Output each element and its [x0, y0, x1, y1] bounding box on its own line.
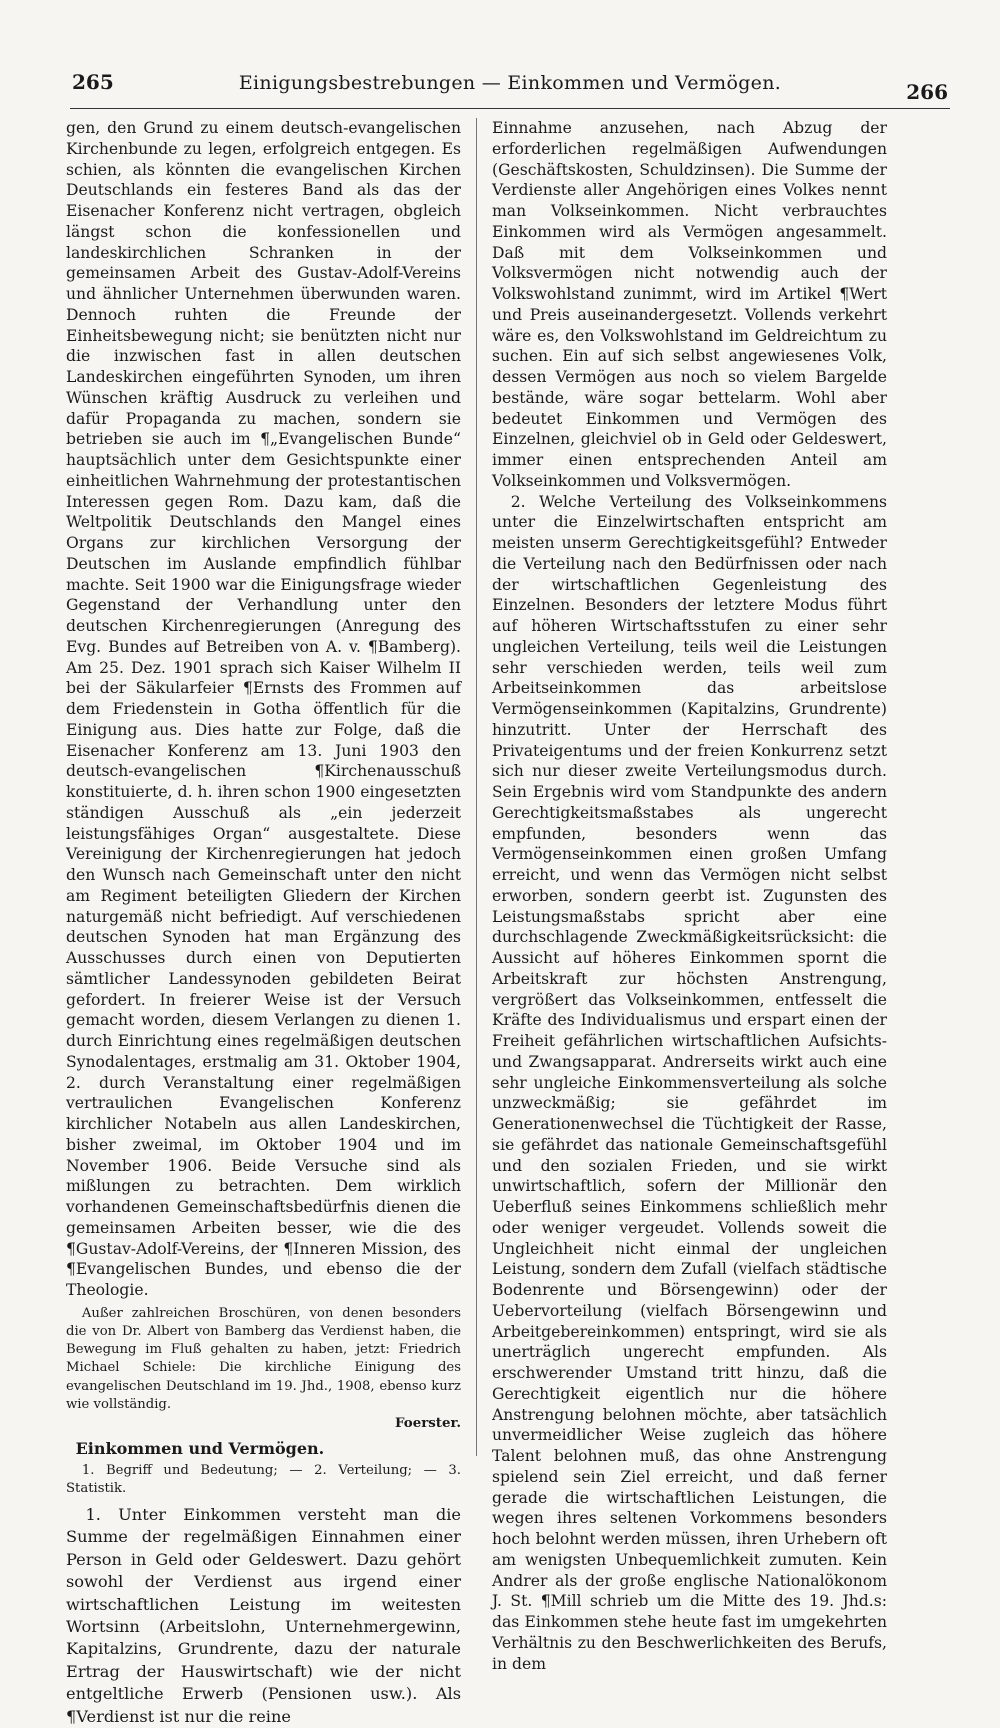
right-paragraph-1: Einnahme anzusehen, nach Abzug der erforderlichen regelmäßigen Aufwendungen (Geschäftskosten, Schuldzinsen). Die Summe der Verdienste aller Angehörigen eines Volkes nennt man Volkseinkommen. Nicht verbrauchtes Einkommen wird als Vermögen angesammelt. Daß mit dem Volkseinkommen und Volksvermögen nicht notwendig auch der Volkswohlstand zunimmt, wird im Artikel ¶Wert und Preis auseinandergesetzt. Vollends verkehrt wäre es, den Volkswohlstand im Geldreichtum zu suchen. Ein auf sich selbst angewiesenes Volk, dessen Vermögen aus noch so vielem Bargelde bestände, wäre sogar bettelarm. Wohl aber bedeutet Einkommen und Vermögen des Einzelnen, gleichviel ob in Geld oder Geldeswert, immer einen entsprechenden Anteil am Volkseinkommen und Volksvermögen.	[492, 119, 887, 490]
left-paragraph-2: 1. Unter Einkommen versteht man die Summe der regelmäßigen Einnahmen einer Person in Geld oder Geldeswert. Dazu gehört sowohl der Verdienst aus irgend einer wirtschaftlichen Leistung im weitesten Wortsinn (Arbeitslohn, Unternehmergewinn, Kapitalzins, Grundrente, dazu der naturale Ertrag der Hauswirtschaft) wie der nicht entgeltliche Erwerb (Pensionen usw.). Als ¶Verdienst ist nur die reine	[66, 1504, 461, 1726]
author-signature: Foerster.	[394, 1414, 461, 1431]
right-paragraph-2: 2. Welche Verteilung des Volkseinkommens unter die Einzelwirtschaften entspricht am meisten unserm Gerechtigkeitsgefühl? Entweder die Verteilung nach den Bedürfnissen oder nach der wirtschaftlichen Gegenleistung des Einzelnen. Besonders der letztere Modus führt auf höheren Wirtschaftsstufen zu einer sehr ungleichen Verteilung, teils weil die Leistungen sehr verschieden werden, teils weil zum Arbeitseinkommen das arbeitslose Vermögenseinkommen (Kapitalzins, Grundrente) hinzutritt. Unter der Herrschaft des Privateigentums und der freien Konkurrenz setzt sich nur dieser zweite Verteilungsmodus durch. Sein Ergebnis wird vom Standpunkte des andern Gerechtigkeitsmaßstabes als ungerecht empfunden, besonders wenn das Vermögenseinkommen einen großen Umfang erreicht, und wenn das Vermögen nicht selbst erworben, sondern geerbt ist. Zugunsten des Leistungsmaßstabs spricht aber eine durchschlagende Zweckmäßigkeitsrücksicht: die Aussicht auf höheres Einkommen spornt die Arbeitskraft zur höchsten Anstrengung, vergrößert das Volkseinkommen, entfesselt die Kräfte des Individualismus und erspart einen der Freiheit gefährlichen wirtschaftlichen Aufsichts- und Zwangsapparat. Andrerseits wirkt auch eine sehr ungleiche Einkommensverteilung als solche unzweckmäßig; sie gefährdet im Generationenwechsel die Tüchtigkeit der Rasse, sie gefährdet das nationale Gemeinschaftsgefühl und den sozialen Frieden, und sie wirkt unwirtschaftlich, sofern der Millionär den Ueberfluß seines Einkommens schließlich mehr oder weniger vergeudet. Vollends soweit die Ungleichheit nicht einmal der ungleichen Leistung, sondern dem Zufall (vielfach städtische Bodenrente und Börsengewinn) oder der Uebervorteilung (vielfach Börsengewinn und Arbeitgebereinkommen) entspringt, wird sie als unerträglich ungerecht empfunden. Als erschwerender Umstand tritt hinzu, daß die Gerechtigkeit eigentlich nur die höhere Anstrengung belohnen möchte, aber tatsächlich unvermeidlicher Weise zugleich das höhere Talent belohnen muß, das ohne Anstrengung spielend sein Ziel erreicht, und daß ferner gerade die wirtschaftlichen Leistungen, die wegen ihres seltenen Vorkommens besonders hoch belohnt werden müssen, ihren Urhebern oft am wenigsten Unbequemlichkeit zumuten. Kein Andrer als der große englische Nationalökonom J. St. ¶Mill schrieb um die Mitte des 19. Jhd.s: das Einkommen stehe heute fast im umgekehrten Verhältnis zu den Beschwerlichkeiten des Berufs, in dem	[492, 492, 887, 1673]
bibliography-note: Außer zahlreichen Broschüren, von denen besonders die von Dr. Albert von Bamberg das Verdienst haben, die Bewegung im Fluß gehalten zu haben, jetzt: Friedrich Michael Schiele: Die kirchliche Einigung des evangelischen Deutschland im 19. Jhd., 1908, ebenso kurz wie vollständig.	[66, 1305, 461, 1412]
right-column	[492, 118, 887, 1674]
header-rule	[70, 108, 950, 109]
left-column	[66, 118, 461, 1728]
running-title: Einigungsbestrebungen — Einkommen und Vermögen.	[238, 72, 782, 94]
article-toc: 1. Begriff und Bedeutung; — 2. Verteilung; — 3. Statistik.	[66, 1462, 461, 1496]
column-divider	[476, 118, 477, 1456]
left-paragraph-1: gen, den Grund zu einem deutsch-evangelischen Kirchenbunde zu legen, erfolgreich entgegen. Es schien, als könnten die evangelischen Kirchen Deutschlands ein festeres Band als das der Eisenacher Konferenz nicht vertragen, obgleich längst schon die konfessionellen und landeskirchlichen Schranken in der gemeinsamen Arbeit des Gustav-Adolf-Vereins und ähnlicher Unternehmen überwunden waren. Dennoch ruhten die Freunde der Einheitsbewegung nicht; sie benützten nicht nur die inzwischen fast in allen deutschen Landeskirchen eingeführten Synoden, um ihren Wünschen kräftig Ausdruck zu verleihen und dafür Propaganda zu machen, sondern sie betrieben sie auch im ¶„Evangelischen Bunde“ hauptsächlich unter dem Gesichtspunkte einer einheitlichen Wahrnehmung der protestantischen Interessen gegen Rom. Dazu kam, daß die Weltpolitik Deutschlands den Mangel eines Organs zur kirchlichen Versorgung der Deutschen im Auslande empfindlich fühlbar machte. Seit 1900 war die Einigungsfrage wieder Gegenstand der Verhandlung unter den deutschen Kirchenregierungen (Anregung des Evg. Bundes auf Betreiben von A. v. ¶Bamberg). Am 25. Dez. 1901 sprach sich Kaiser Wilhelm II bei der Säkularfeier ¶Ernsts des Frommen auf dem Friedenstein in Gotha öffentlich für die Einigung aus. Dies hatte zur Folge, daß die Eisenacher Konferenz am 13. Juni 1903 den deutsch-evangelischen ¶Kirchenausschuß konstituierte, d. h. ihren schon 1900 eingesetzten ständigen Ausschuß als „ein jederzeit leistungsfähiges Organ“ ausgestaltete. Diese Vereinigung der Kirchenregierungen hat jedoch den Wunsch nach Gemeinschaft unter den nicht am Regiment beteiligten Gliedern der Kirchen naturgemäß nicht befriedigt. Auf verschiedenen deutschen Synoden hat man Ergänzung des Ausschusses durch einen von Deputierten sämtlicher Landessynoden gebildeten Beirat gefordert. In freierer Weise ist der Versuch gemacht worden, diesem Verlangen zu dienen 1. durch Einrichtung eines regelmäßigen deutschen Synodalentages, erstmalig am 31. Oktober 1904, 2. durch Veranstaltung einer regelmäßigen vertraulichen Evangelischen Konferenz kirchlicher Notabeln aus allen Landeskirchen, bisher zweimal, im Oktober 1904 und im November 1906. Beide Versuche sind als mißlungen zu betrachten. Dem wirklich vorhandenen Gemeinschaftsbedürfnis dienen die gemeinsamen Arbeiten besser, wie die des ¶Gustav-Adolf-Vereins, der ¶Inneren Mission, des ¶Evangelischen Bundes, und ebenso die der Theologie.	[66, 119, 461, 1299]
page-number-right: 266	[906, 80, 948, 104]
article-title: Einkommen und Vermögen.	[75, 1438, 325, 1458]
page-header	[70, 70, 950, 104]
page-number-left: 265	[72, 70, 114, 94]
